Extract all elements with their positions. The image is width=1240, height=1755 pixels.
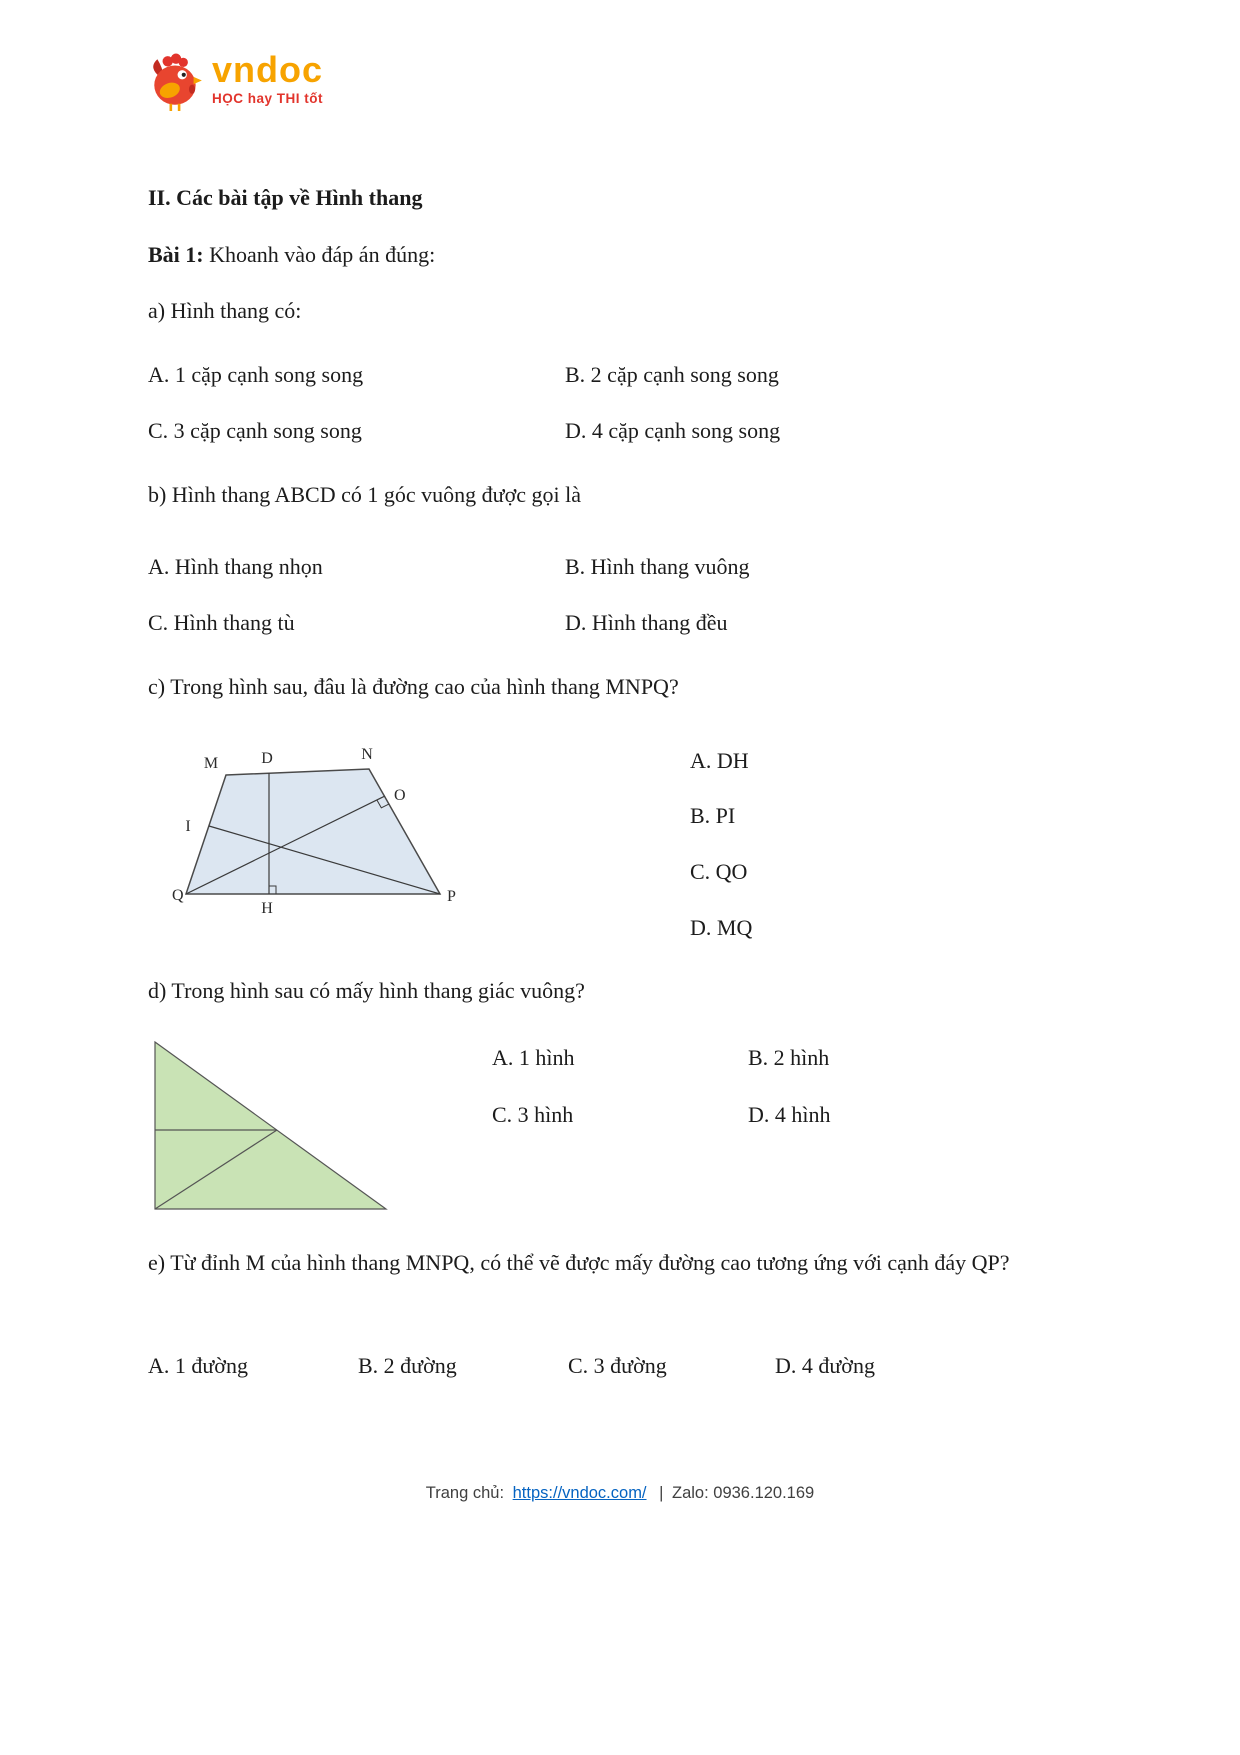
question-c-option-b: B. PI: [690, 803, 736, 828]
rooster-mascot-icon: [148, 52, 204, 112]
exercise-instruction: Khoanh vào đáp án đúng:: [209, 242, 436, 267]
vertex-label-n: N: [361, 746, 373, 763]
right-triangle-diagram: [152, 1040, 390, 1212]
question-a-option-b: B. 2 cặp cạnh song song: [565, 362, 779, 387]
question-c-option-c: C. QO: [690, 859, 748, 884]
question-b-option-b: B. Hình thang vuông: [565, 554, 750, 579]
question-e-option-c: C. 3 đường: [568, 1353, 667, 1378]
question-a-option-d: D. 4 cặp cạnh song song: [565, 418, 781, 443]
brand-tagline: HỌC hay THI tốt: [212, 91, 323, 106]
vertex-label-p: P: [447, 888, 456, 905]
question-a-option-a: A. 1 cặp cạnh song song: [148, 362, 364, 387]
question-e-prompt: e) Từ đỉnh M của hình thang MNPQ, có thể vẽ được mấy đường cao tương ứng với cạnh đáy QP?: [148, 1250, 1010, 1275]
footer-zalo: Zalo: 0936.120.169: [672, 1484, 815, 1502]
question-d-option-d: D. 4 hình: [748, 1102, 831, 1127]
question-a-prompt: a) Hình thang có:: [148, 298, 302, 323]
point-label-i: I: [185, 818, 191, 835]
question-d-option-b: B. 2 hình: [748, 1045, 830, 1070]
question-d-option-a: A. 1 hình: [492, 1045, 575, 1070]
point-label-h: H: [261, 900, 273, 917]
trapezoid-mnpq-diagram: [170, 742, 465, 917]
question-e-option-d: D. 4 đường: [775, 1353, 875, 1378]
question-e-option-a: A. 1 đường: [148, 1353, 248, 1378]
vertex-label-q: Q: [172, 887, 184, 904]
vndoc-logo: [148, 49, 324, 112]
footer-homepage-label: Trang chủ:: [425, 1484, 505, 1502]
question-c-option-a: A. DH: [690, 748, 749, 773]
question-b-option-a: A. Hình thang nhọn: [148, 554, 323, 579]
homepage-link[interactable]: https://vndoc.com/: [512, 1484, 647, 1502]
exercise-title: [148, 241, 435, 269]
vertex-label-m: M: [203, 755, 219, 772]
question-e-option-b: B. 2 đường: [358, 1353, 457, 1378]
brand-name: vndoc: [212, 49, 324, 90]
page-footer: [0, 1484, 1240, 1503]
question-a-option-c: C. 3 cặp cạnh song song: [148, 418, 362, 443]
point-label-d: D: [261, 750, 273, 767]
section-heading: II. Các bài tập về Hình thang: [148, 185, 423, 210]
question-d-prompt: d) Trong hình sau có mấy hình thang giác vuông?: [148, 978, 585, 1003]
question-d-option-c: C. 3 hình: [492, 1102, 574, 1127]
point-label-o: O: [394, 787, 406, 804]
footer-separator: |: [659, 1484, 664, 1502]
question-c-prompt: c) Trong hình sau, đâu là đường cao của hình thang MNPQ?: [148, 674, 679, 699]
exercise-label: Bài 1:: [148, 242, 204, 267]
question-b-prompt: b) Hình thang ABCD có 1 góc vuông được gọi là: [148, 482, 581, 507]
question-b-option-d: D. Hình thang đều: [565, 610, 728, 635]
question-c-option-d: D. MQ: [690, 915, 753, 940]
question-b-option-c: C. Hình thang tù: [148, 610, 295, 635]
